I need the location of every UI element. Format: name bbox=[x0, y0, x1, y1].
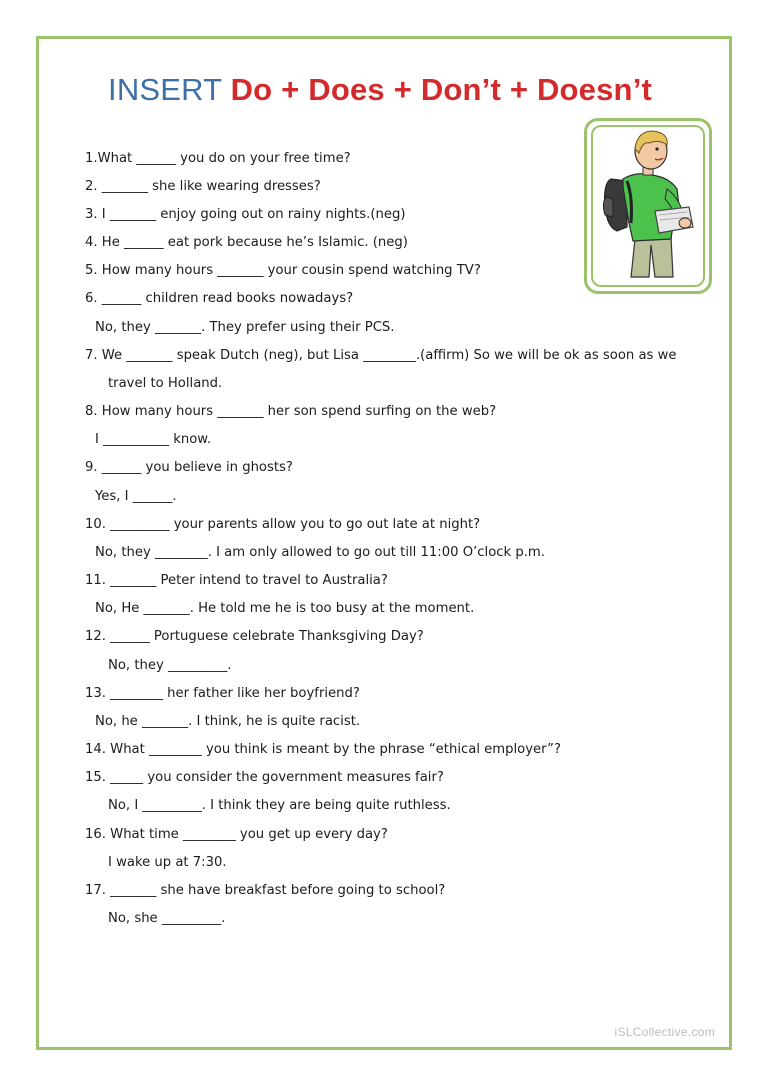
question-line: 7. We _______ speak Dutch (neg), but Lisa ________.(affirm) So we will be ok as soon as we bbox=[85, 348, 677, 363]
answer-line: No, He _______. He told me he is too busy at the moment. bbox=[95, 601, 475, 616]
site-watermark: iSLCollective.com bbox=[614, 1025, 715, 1039]
question-line: 4. He ______ eat pork because he’s Islamic. (neg) bbox=[85, 235, 408, 250]
continuation-line: travel to Holland. bbox=[108, 376, 223, 391]
answer-line: No, she _________. bbox=[108, 911, 226, 926]
question-line: 3. I _______ enjoy going out on rainy nights.(neg) bbox=[85, 207, 406, 222]
answer-line: No, they _________. bbox=[108, 658, 232, 673]
question-line: 9. ______ you believe in ghosts? bbox=[85, 460, 293, 475]
answer-line: No, I _________. I think they are being quite ruthless. bbox=[108, 798, 451, 813]
question-line: 8. How many hours _______ her son spend surfing on the web? bbox=[85, 404, 497, 419]
answer-line: I wake up at 7:30. bbox=[108, 855, 227, 870]
question-line: 17. _______ she have breakfast before going to school? bbox=[85, 883, 446, 898]
question-line: 16. What time ________ you get up every day? bbox=[85, 827, 388, 842]
question-line: 1.What ______ you do on your free time? bbox=[85, 151, 351, 166]
title-dont: Don’t bbox=[420, 72, 502, 107]
answer-line: No, he _______. I think, he is quite racist. bbox=[95, 714, 361, 729]
title-plus: + bbox=[384, 72, 421, 107]
title-insert: INSERT bbox=[108, 72, 222, 107]
title-plus: + bbox=[272, 72, 309, 107]
question-line: 14. What ________ you think is meant by the phrase “ethical employer”? bbox=[85, 742, 561, 757]
question-line: 11. _______ Peter intend to travel to Australia? bbox=[85, 573, 388, 588]
title-does: Does bbox=[308, 72, 385, 107]
illustration-frame bbox=[584, 118, 712, 294]
question-line: 12. ______ Portuguese celebrate Thanksgiving Day? bbox=[85, 629, 424, 644]
answer-line: I __________ know. bbox=[95, 432, 212, 447]
question-line: 15. _____ you consider the government measures fair? bbox=[85, 770, 444, 785]
title-doesnt: Doesn’t bbox=[536, 72, 653, 107]
question-line: 5. How many hours _______ your cousin spend watching TV? bbox=[85, 263, 481, 278]
boy-with-backpack-icon bbox=[593, 127, 703, 287]
question-line: 10. _________ your parents allow you to go out late at night? bbox=[85, 517, 481, 532]
answer-line: No, they _______. They prefer using their PCS. bbox=[95, 320, 395, 335]
question-line: 2. _______ she like wearing dresses? bbox=[85, 179, 321, 194]
title-plus: + bbox=[501, 72, 537, 107]
question-line: 6. ______ children read books nowadays? bbox=[85, 291, 354, 306]
title-do: Do bbox=[230, 72, 273, 107]
worksheet-title bbox=[108, 72, 652, 108]
question-line: 13. ________ her father like her boyfriend? bbox=[85, 686, 360, 701]
answer-line: No, they ________. I am only allowed to go out till 11:00 O’clock p.m. bbox=[95, 545, 545, 560]
answer-line: Yes, I ______. bbox=[95, 489, 177, 504]
